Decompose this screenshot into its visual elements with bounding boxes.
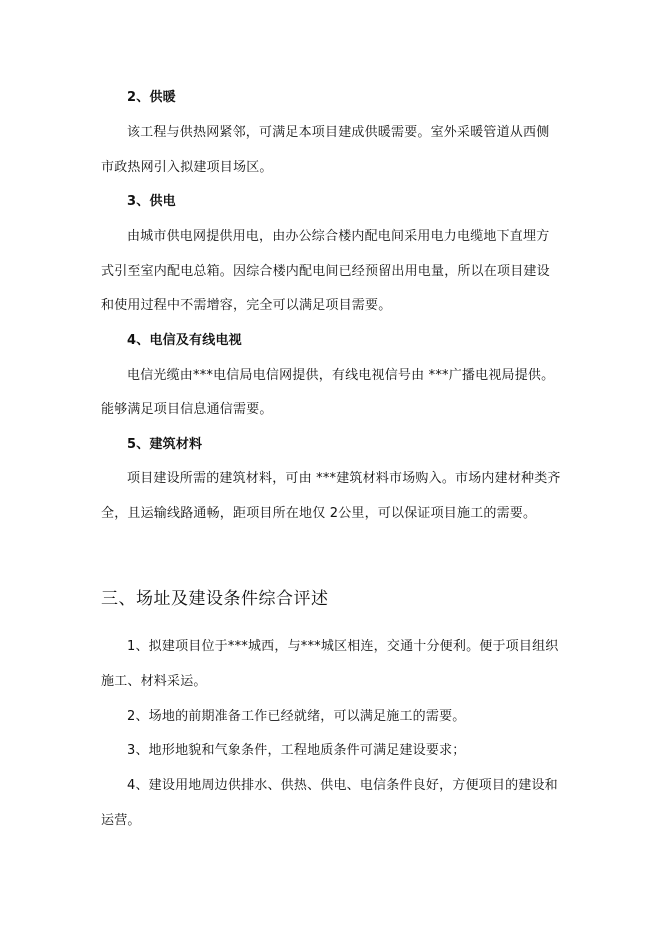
paragraph-line: 4、建设用地周边供排水、供热、供电、电信条件良好，方便项目的建设和 [127,778,558,793]
paragraph-line: 和使用过程中不需增容，完全可以满足项目需要。 [101,298,392,313]
paragraph-line: 1、拟建项目位于***城西，与***城区相连，交通十分便利。便于项目组织 [127,639,559,654]
paragraph-line: 2、场地的前期准备工作已经就绪，可以满足施工的需要。 [127,709,466,724]
paragraph-line: 全，且运输线路通畅，距项目所在地仅 2公里，可以保证项目施工的需要。 [101,506,537,521]
paragraph-line: 施工、材料采运。 [101,674,207,689]
paragraph-line: 由城市供电网提供用电，由办公综合楼内配电间采用电力电缆地下直埋方 [127,229,550,244]
paragraph-line: 式引至室内配电总箱。因综合楼内配电间已经预留出用电量，所以在项目建设 [101,264,550,279]
paragraph-line: 该工程与供热网紧邻，可满足本项目建成供暖需要。室外采暖管道从西侧 [127,125,550,140]
paragraph-line: 项目建设所需的建筑材料，可由 ***建筑材料市场购入。市场内建材种类齐 [127,471,561,486]
paragraph-line: 运营。 [101,813,141,828]
subheading-power: 3、供电 [127,194,176,209]
subheading-telecom: 4、电信及有线电视 [127,333,242,348]
subheading-heating: 2、供暖 [127,90,176,105]
paragraph-line: 3、地形地貌和气象条件，工程地质条件可满足建设要求； [127,743,466,758]
subheading-materials: 5、建筑材料 [127,437,203,452]
paragraph-line: 市政热网引入拟建项目场区。 [101,160,273,175]
paragraph-line: 电信光缆由***电信局电信网提供，有线电视信号由 ***广播电视局提供。 [127,368,555,383]
paragraph-line: 能够满足项目信息通信需要。 [101,402,273,417]
chapter-title: 三、场址及建设条件综合评述 [101,589,329,609]
